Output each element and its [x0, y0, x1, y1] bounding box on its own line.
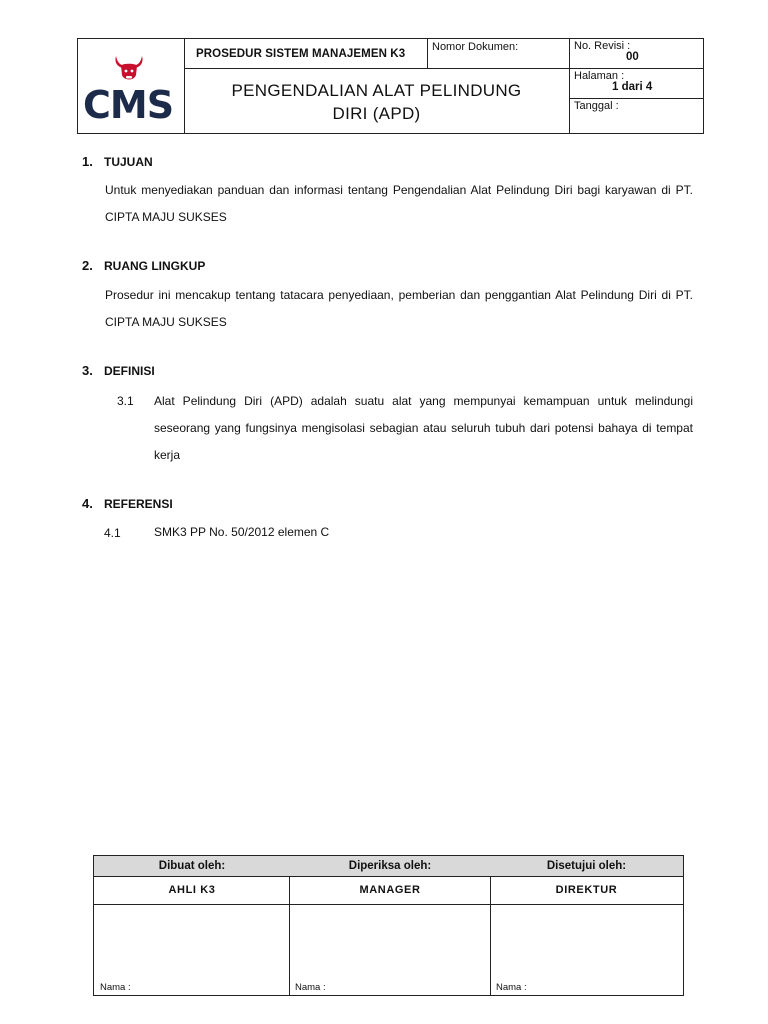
row-divider [94, 904, 683, 905]
definition-text: Alat Pelindung Diri (APD) adalah suatu alat yang mempunyai kemampuan untuk melindungi seseorang yang fungsinya mengisolasi sebagian atau seluruh tubuh dari potensi bahaya di tempat kerja [154, 394, 693, 462]
nama-field-direktur: Nama : [496, 982, 527, 993]
role-ahli-k3: AHLI K3 [168, 884, 216, 896]
document-title [184, 69, 570, 133]
section-title: RUANG LINGKUP [104, 259, 206, 273]
role-manager: MANAGER [359, 884, 421, 896]
halaman-value: 1 dari 4 [612, 81, 653, 93]
section-heading-tujuan [82, 154, 153, 169]
section-heading-referensi [82, 496, 173, 511]
reference-text: SMK3 PP No. 50/2012 elemen C [154, 525, 330, 539]
revisi-label: No. Revisi : [574, 40, 631, 52]
logo-cell [78, 39, 185, 133]
section-number: 3. [82, 363, 93, 378]
section-number: 4. [82, 496, 93, 511]
nomor-dokumen-label: Nomor Dokumen: [428, 39, 570, 69]
revisi-cell [570, 39, 703, 69]
title-line-2: DIRI (APD) [332, 104, 421, 123]
column-divider [289, 877, 290, 995]
tanggal-cell [570, 99, 703, 133]
section-number: 1. [82, 154, 93, 169]
halaman-label: Halaman : [574, 70, 625, 82]
system-name: PROSEDUR SISTEM MANAJEMEN K3 [184, 39, 428, 69]
section-title: DEFINISI [104, 364, 155, 378]
company-logo-text: CMS [83, 83, 174, 127]
disetujui-oleh-header: Disetujui oleh: [546, 860, 627, 872]
section-heading-ruang-lingkup [82, 258, 205, 273]
subsection-number: 4.1 [104, 526, 121, 540]
section-text-tujuan: Untuk menyediakan panduan dan informasi tentang Pengendalian Alat Pelindung Diri bagi karyawan di PT. CIPTA MAJU SUKSES [105, 183, 693, 224]
section-text-ruang-lingkup: Prosedur ini mencakup tentang tatacara penyediaan, pemberian dan penggantian Alat Pelindung Diri di PT. CIPTA MAJU SUKSES [105, 288, 693, 329]
bull-head-logo-icon [112, 53, 146, 87]
diperiksa-oleh-header: Diperiksa oleh: [348, 860, 432, 872]
subsection-number: 3.1 [117, 394, 134, 408]
nama-field-ahli-k3: Nama : [100, 982, 131, 993]
column-divider [490, 877, 491, 995]
section-title: TUJUAN [104, 155, 153, 169]
nama-field-manager: Nama : [295, 982, 326, 993]
section-title: REFERENSI [104, 497, 173, 511]
document-header [77, 38, 704, 134]
role-direktur: DIREKTUR [555, 884, 618, 896]
title-line-1: PENGENDALIAN ALAT PELINDUNG [231, 81, 522, 100]
section-heading-definisi [82, 363, 155, 378]
signature-table [93, 855, 684, 996]
halaman-cell [570, 69, 703, 99]
dibuat-oleh-header: Dibuat oleh: [158, 860, 226, 872]
revisi-value: 00 [626, 51, 639, 63]
section-number: 2. [82, 258, 93, 273]
tanggal-label: Tanggal : [574, 100, 619, 112]
